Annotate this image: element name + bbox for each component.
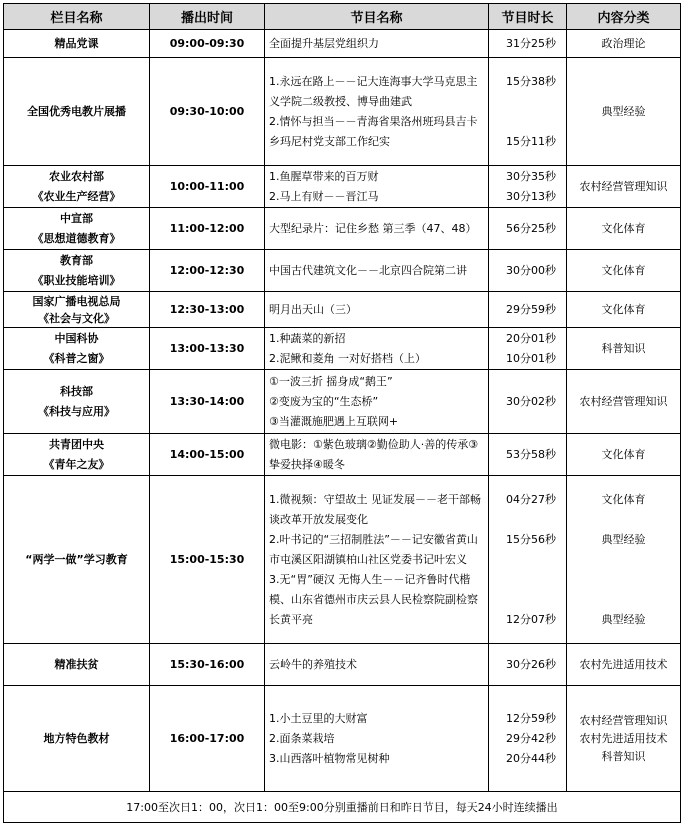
duration-cell: 04分27秒 15分56秒 12分07秒 <box>489 476 567 644</box>
program-name-cell: 全面提升基层党组织力 <box>265 30 489 58</box>
category-cell: 农村经营管理知识 农村先进适用技术 科普知识 <box>567 686 681 792</box>
column-name-cell: 地方特色教材 <box>4 686 150 792</box>
footer-row <box>4 792 681 823</box>
table-row <box>4 434 681 476</box>
table-row <box>4 644 681 686</box>
air-time-cell: 14:00-15:00 <box>150 434 265 476</box>
header-program-name: 节目名称 <box>265 4 489 30</box>
program-name-cell: 明月出天山（三） <box>265 292 489 328</box>
air-time-cell: 15:30-16:00 <box>150 644 265 686</box>
duration-cell: 29分59秒 <box>489 292 567 328</box>
category-cell: 文化体育 典型经验 典型经验 <box>567 476 681 644</box>
table-row <box>4 476 681 644</box>
duration-cell: 56分25秒 <box>489 208 567 250</box>
table-row <box>4 58 681 166</box>
air-time-cell: 09:00-09:30 <box>150 30 265 58</box>
footer-note: 17:00至次日1：00，次日1：00至9:00分别重播前日和昨日节目，每天24小时连续播出 <box>4 792 681 823</box>
program-name-cell: 1.种蔬菜的新招 2.泥鳅和菱角 一对好搭档（上） <box>265 328 489 370</box>
air-time-cell: 13:00-13:30 <box>150 328 265 370</box>
air-time-cell: 12:30-13:00 <box>150 292 265 328</box>
category-cell: 文化体育 <box>567 292 681 328</box>
column-name-cell: 国家广播电视总局 《社会与文化》 <box>4 292 150 328</box>
header-category: 内容分类 <box>567 4 681 30</box>
program-name-cell: 1.微视频：守望故土 见证发展－－老干部畅谈改革开放发展变化 2.叶书记的“三招制胜法”－－记安徽省黄山市屯溪区阳湖镇柏山社区党委书记叶宏义 3.无“胃”硬汉 无悔人生－－记齐鲁时代楷模、山东省德州市庆云县人民检察院副检察长黄平亮 <box>265 476 489 644</box>
program-name-cell: 大型纪录片：记住乡愁 第三季（47、48） <box>265 208 489 250</box>
duration-cell: 30分26秒 <box>489 644 567 686</box>
table-row <box>4 208 681 250</box>
duration-cell: 20分01秒 10分01秒 <box>489 328 567 370</box>
duration-cell: 53分58秒 <box>489 434 567 476</box>
schedule-table <box>3 3 681 823</box>
table-row <box>4 686 681 792</box>
header-row <box>4 4 681 30</box>
column-name-cell: “两学一做”学习教育 <box>4 476 150 644</box>
column-name-cell: 中国科协 《科普之窗》 <box>4 328 150 370</box>
header-duration: 节目时长 <box>489 4 567 30</box>
column-name-cell: 教育部 《职业技能培训》 <box>4 250 150 292</box>
program-name-cell: ①一波三折 摇身成“鹅王” ②变废为宝的“生态桥” ③当灌溉施肥遇上互联网+ <box>265 370 489 434</box>
air-time-cell: 15:00-15:30 <box>150 476 265 644</box>
program-name-cell: 1.小土豆里的大财富 2.面条菜栽培 3.山西落叶植物常见树种 <box>265 686 489 792</box>
air-time-cell: 11:00-12:00 <box>150 208 265 250</box>
air-time-cell: 13:30-14:00 <box>150 370 265 434</box>
header-air-time: 播出时间 <box>150 4 265 30</box>
table-row <box>4 30 681 58</box>
program-name-cell: 1.永远在路上－－记大连海事大学马克思主义学院二级教授、博导曲建武 2.情怀与担当－－青海省果洛州班玛县吉卡乡玛尼村党支部工作纪实 <box>265 58 489 166</box>
duration-cell: 30分35秒 30分13秒 <box>489 166 567 208</box>
category-cell: 政治理论 <box>567 30 681 58</box>
air-time-cell: 16:00-17:00 <box>150 686 265 792</box>
category-cell: 科普知识 <box>567 328 681 370</box>
duration-cell: 15分38秒 15分11秒 <box>489 58 567 166</box>
air-time-cell: 10:00-11:00 <box>150 166 265 208</box>
duration-cell: 12分59秒 29分42秒 20分44秒 <box>489 686 567 792</box>
table-row <box>4 250 681 292</box>
table-row <box>4 166 681 208</box>
column-name-cell: 农业农村部 《农业生产经营》 <box>4 166 150 208</box>
column-name-cell: 中宣部 《思想道德教育》 <box>4 208 150 250</box>
category-cell: 文化体育 <box>567 434 681 476</box>
program-name-cell: 云岭牛的养殖技术 <box>265 644 489 686</box>
category-cell: 文化体育 <box>567 250 681 292</box>
column-name-cell: 精品党课 <box>4 30 150 58</box>
duration-cell: 30分00秒 <box>489 250 567 292</box>
category-cell: 农村先进适用技术 <box>567 644 681 686</box>
table-row <box>4 292 681 328</box>
category-cell: 典型经验 <box>567 58 681 166</box>
category-cell: 农村经营管理知识 <box>567 370 681 434</box>
category-cell: 文化体育 <box>567 208 681 250</box>
column-name-cell: 科技部 《科技与应用》 <box>4 370 150 434</box>
program-name-cell: 中国古代建筑文化－－北京四合院第二讲 <box>265 250 489 292</box>
air-time-cell: 09:30-10:00 <box>150 58 265 166</box>
table-row <box>4 328 681 370</box>
program-name-cell: 1.鱼腥草带来的百万财 2.马上有财－－晋江马 <box>265 166 489 208</box>
category-cell: 农村经营管理知识 <box>567 166 681 208</box>
table-row <box>4 370 681 434</box>
column-name-cell: 共青团中央 《青年之友》 <box>4 434 150 476</box>
header-column-name: 栏目名称 <box>4 4 150 30</box>
column-name-cell: 精准扶贫 <box>4 644 150 686</box>
air-time-cell: 12:00-12:30 <box>150 250 265 292</box>
program-name-cell: 微电影：①紫色玻璃②勤俭助人·善的传承③挚爱抉择④暖冬 <box>265 434 489 476</box>
column-name-cell: 全国优秀电教片展播 <box>4 58 150 166</box>
duration-cell: 31分25秒 <box>489 30 567 58</box>
duration-cell: 30分02秒 <box>489 370 567 434</box>
